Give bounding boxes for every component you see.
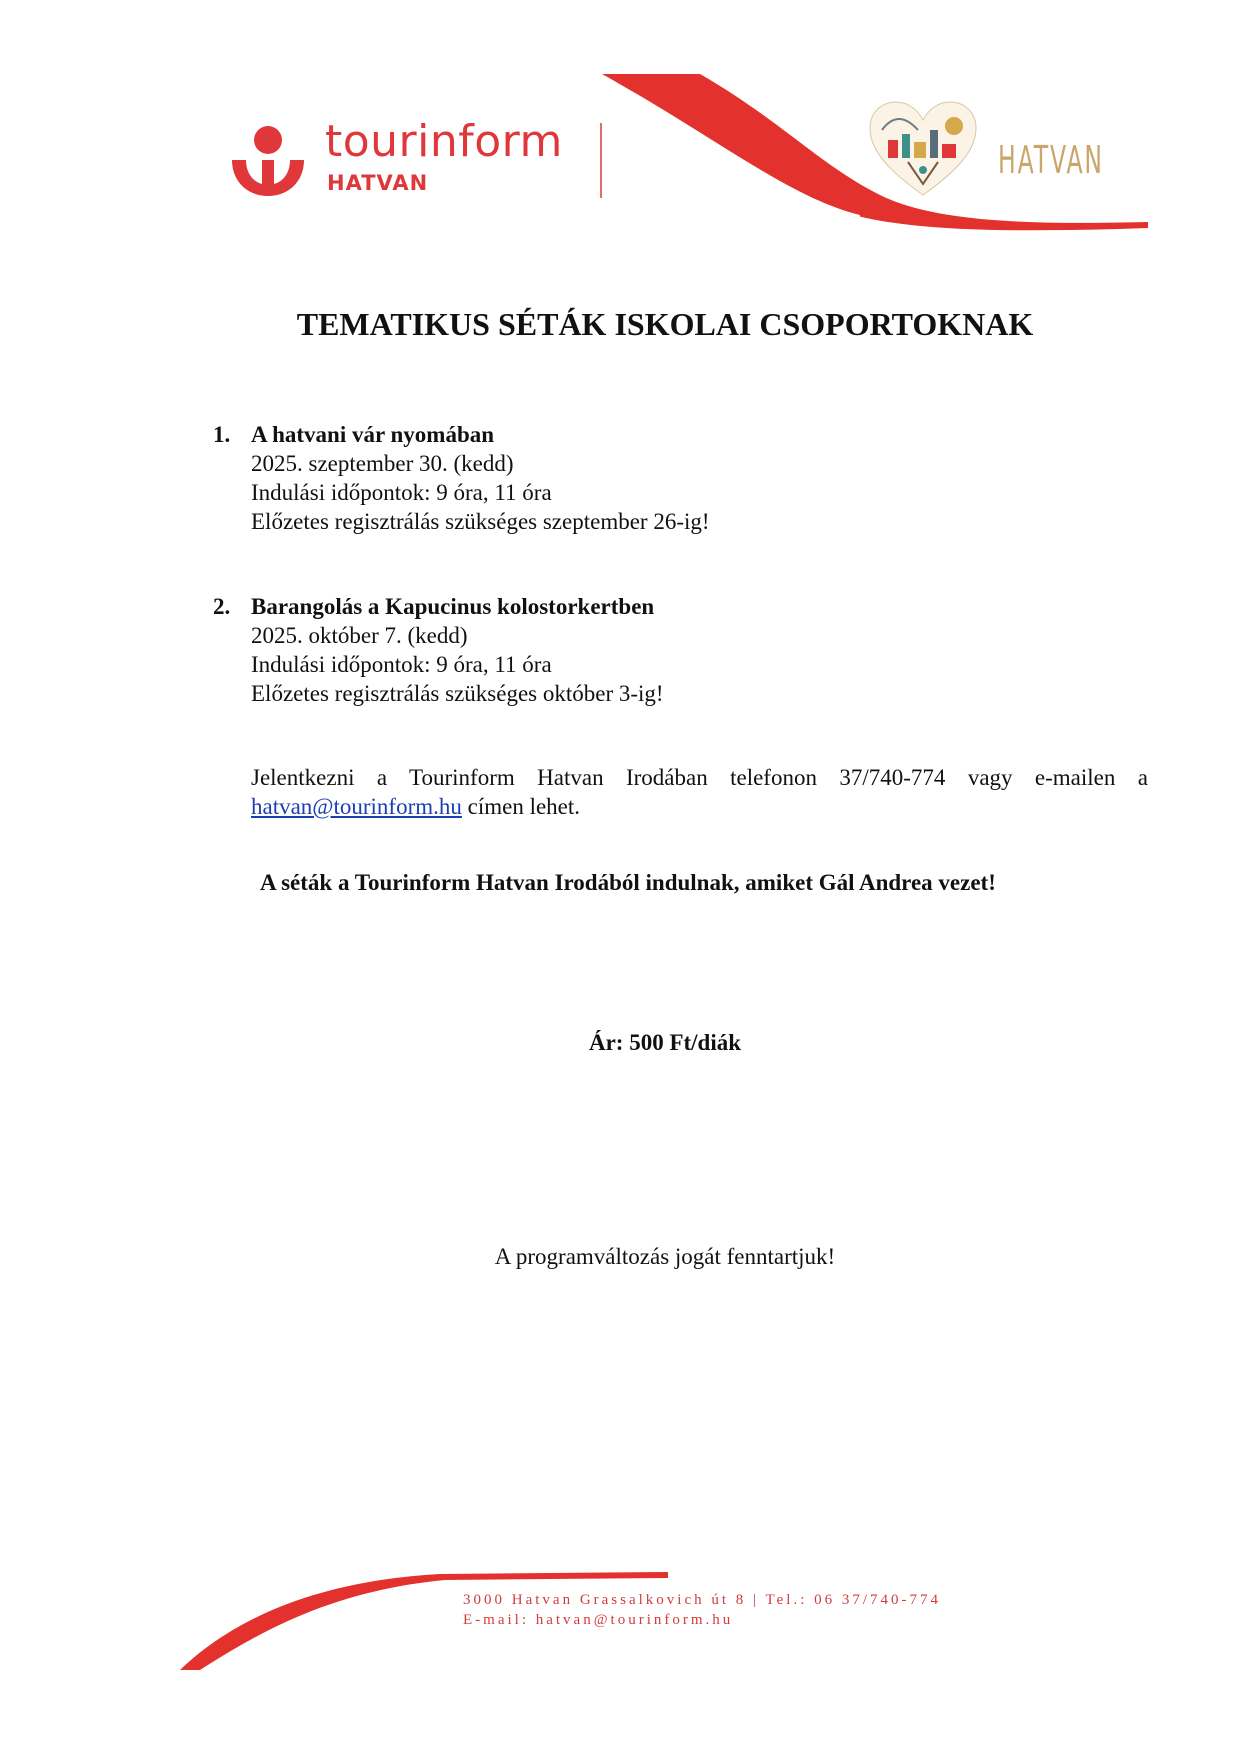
- contact-text-end: címen lehet.: [461, 794, 581, 819]
- walk-item-times: Indulási időpontok: 9 óra, 11 óra: [251, 652, 552, 677]
- footer-address: 3000 Hatvan Grassalkovich út 8 | Tel.: 06 37/740-774: [463, 1592, 942, 1608]
- contact-text: Jelentkezni a Tourinform Hatvan Irodában telefonon 37/740-774 vagy e-mailen a: [251, 765, 1148, 790]
- logo-wordmark: tourinform: [325, 116, 563, 167]
- walk-item-registration: Előzetes regisztrálás szükséges október 3-ig!: [251, 681, 664, 706]
- hatvan-city-mark: HATVAN: [998, 138, 1104, 182]
- price-label: Ár: 500 Ft/diák: [588, 1030, 742, 1055]
- walk-item-number: 2.: [213, 594, 231, 619]
- walk-item-number: 1.: [213, 422, 231, 447]
- page-title: TEMATIKUS SÉTÁK ISKOLAI CSOPORTOKNAK: [296, 306, 1034, 342]
- walk-item-title: A hatvani vár nyomában: [251, 422, 495, 447]
- walk-item-date: 2025. szeptember 30. (kedd): [251, 451, 514, 476]
- walk-item-title: Barangolás a Kapucinus kolostorkertben: [251, 594, 655, 619]
- guide-notice: A séták a Tourinform Hatvan Irodából indulnak, amiket Gál Andrea vezet!: [260, 870, 996, 895]
- walk-item-date: 2025. október 7. (kedd): [251, 623, 468, 648]
- logo-subtitle: HATVAN: [327, 171, 429, 195]
- walk-item-times: Indulási időpontok: 9 óra, 11 óra: [251, 480, 552, 505]
- disclaimer-text: A programváltozás jogát fenntartjuk!: [494, 1244, 836, 1269]
- contact-email-link[interactable]: hatvan@tourinform.hu: [251, 794, 462, 819]
- walk-item-registration: Előzetes regisztrálás szükséges szeptember 26-ig!: [251, 509, 710, 534]
- footer-email: E-mail: hatvan@tourinform.hu: [463, 1612, 734, 1628]
